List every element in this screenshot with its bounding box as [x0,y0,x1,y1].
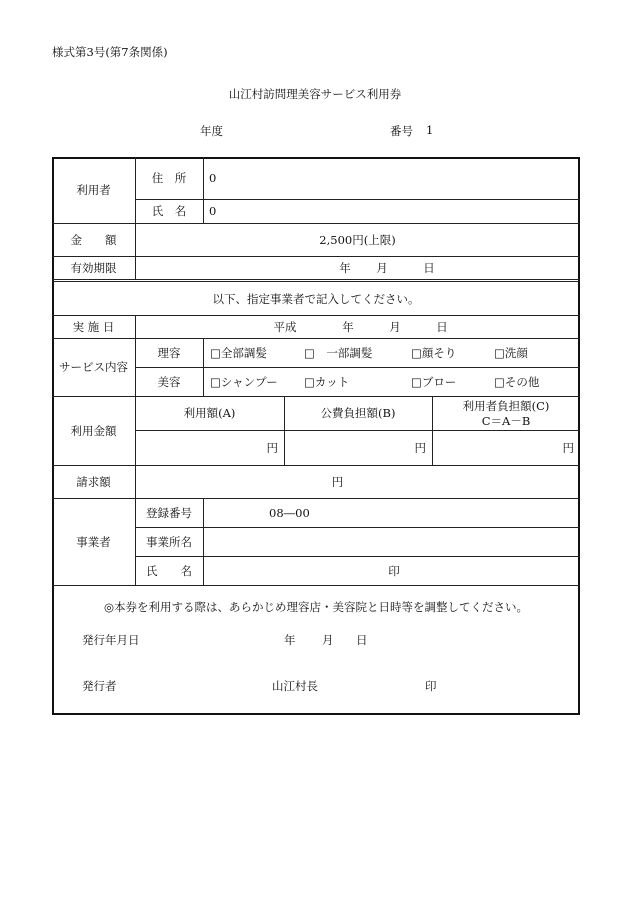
usage-col-a: 利用額(A) [183,406,236,420]
issue-month: 月 [322,633,334,647]
registration-value[interactable]: 08―00 [269,505,310,520]
validity-day: 日 [423,260,435,275]
usage-col-b: 公費負担額(B) [320,406,396,420]
usage-b-unit[interactable]: 円 [414,440,426,455]
amount-label: 金 額 [70,232,117,247]
office-name-label: 事業所名 [146,534,192,549]
registration-label: 登録番号 [146,505,192,520]
issuer-name: 山江村長 [272,679,318,693]
usage-a-unit[interactable]: 円 [266,440,278,455]
line-v [203,498,204,585]
barber-option-wash[interactable]: □洗顔 [494,345,528,360]
usage-note: ◎本券を利用する際は、あらかじめ理容店・美容院と日時等を調整してください。 [103,600,529,614]
amount-value: 2,500円(上限) [319,232,396,247]
beauty-option-other[interactable]: □その他 [494,374,540,389]
claim-label: 請求額 [76,474,111,489]
name-label: 氏 名 [151,204,187,218]
issuer-label: 発行者 [82,679,117,693]
form-number: 様式第3号(第7条関係) [52,45,168,59]
barber-option-full[interactable]: □全部調髪 [210,345,267,360]
beauty-label: 美容 [157,374,181,389]
service-date-era: 平成 [273,319,297,334]
provider-name-label: 氏 名 [146,563,192,578]
line-v [203,157,204,223]
barber-option-partial[interactable]: □ 一部調髪 [304,345,373,360]
claim-unit[interactable]: 円 [331,474,344,489]
address-label: 住 所 [151,171,187,185]
user-label: 利用者 [76,183,111,197]
year-label: 年度 [200,124,223,138]
service-label: サービス内容 [59,360,128,374]
line-h [52,585,580,586]
provider-seal: 印 [388,563,400,578]
service-date-month: 月 [389,319,401,334]
barber-label: 理容 [157,345,181,360]
validity-month: 月 [376,260,388,275]
office-name-field[interactable] [209,527,569,556]
line-v [203,338,204,396]
usage-label: 利用金額 [70,423,117,438]
service-date-label: 実 施 日 [72,319,115,334]
form-title: 山江村訪問理美容サービス利用券 [228,87,402,101]
validity-year: 年 [339,260,351,275]
beauty-option-blow[interactable]: □ブロー [411,374,457,389]
provider-label: 事業者 [76,534,111,549]
issue-day: 日 [356,633,368,647]
issue-date-label: 発行年月日 [82,633,140,647]
barber-option-shave[interactable]: □顔そり [411,345,457,360]
issuer-seal: 印 [425,679,437,693]
beauty-option-shampoo[interactable]: □シャンプー [210,374,278,389]
address-field[interactable]: 0 [209,171,217,185]
issue-year: 年 [284,633,296,647]
service-date-day: 日 [436,319,448,334]
validity-label: 有効期限 [70,260,117,275]
usage-c-unit[interactable]: 円 [562,440,574,455]
number-label: 番号 [390,124,413,138]
beauty-option-cut[interactable]: □カット [304,374,350,389]
number-value: 1 [426,123,434,137]
usage-col-c-formula: C＝A－B [481,413,531,428]
usage-col-c: 利用者負担額(C) [462,398,550,413]
service-date-year: 年 [342,319,354,334]
provider-notice: 以下、指定事業者で記入してください。 [212,291,420,306]
name-field[interactable]: 0 [209,204,217,218]
